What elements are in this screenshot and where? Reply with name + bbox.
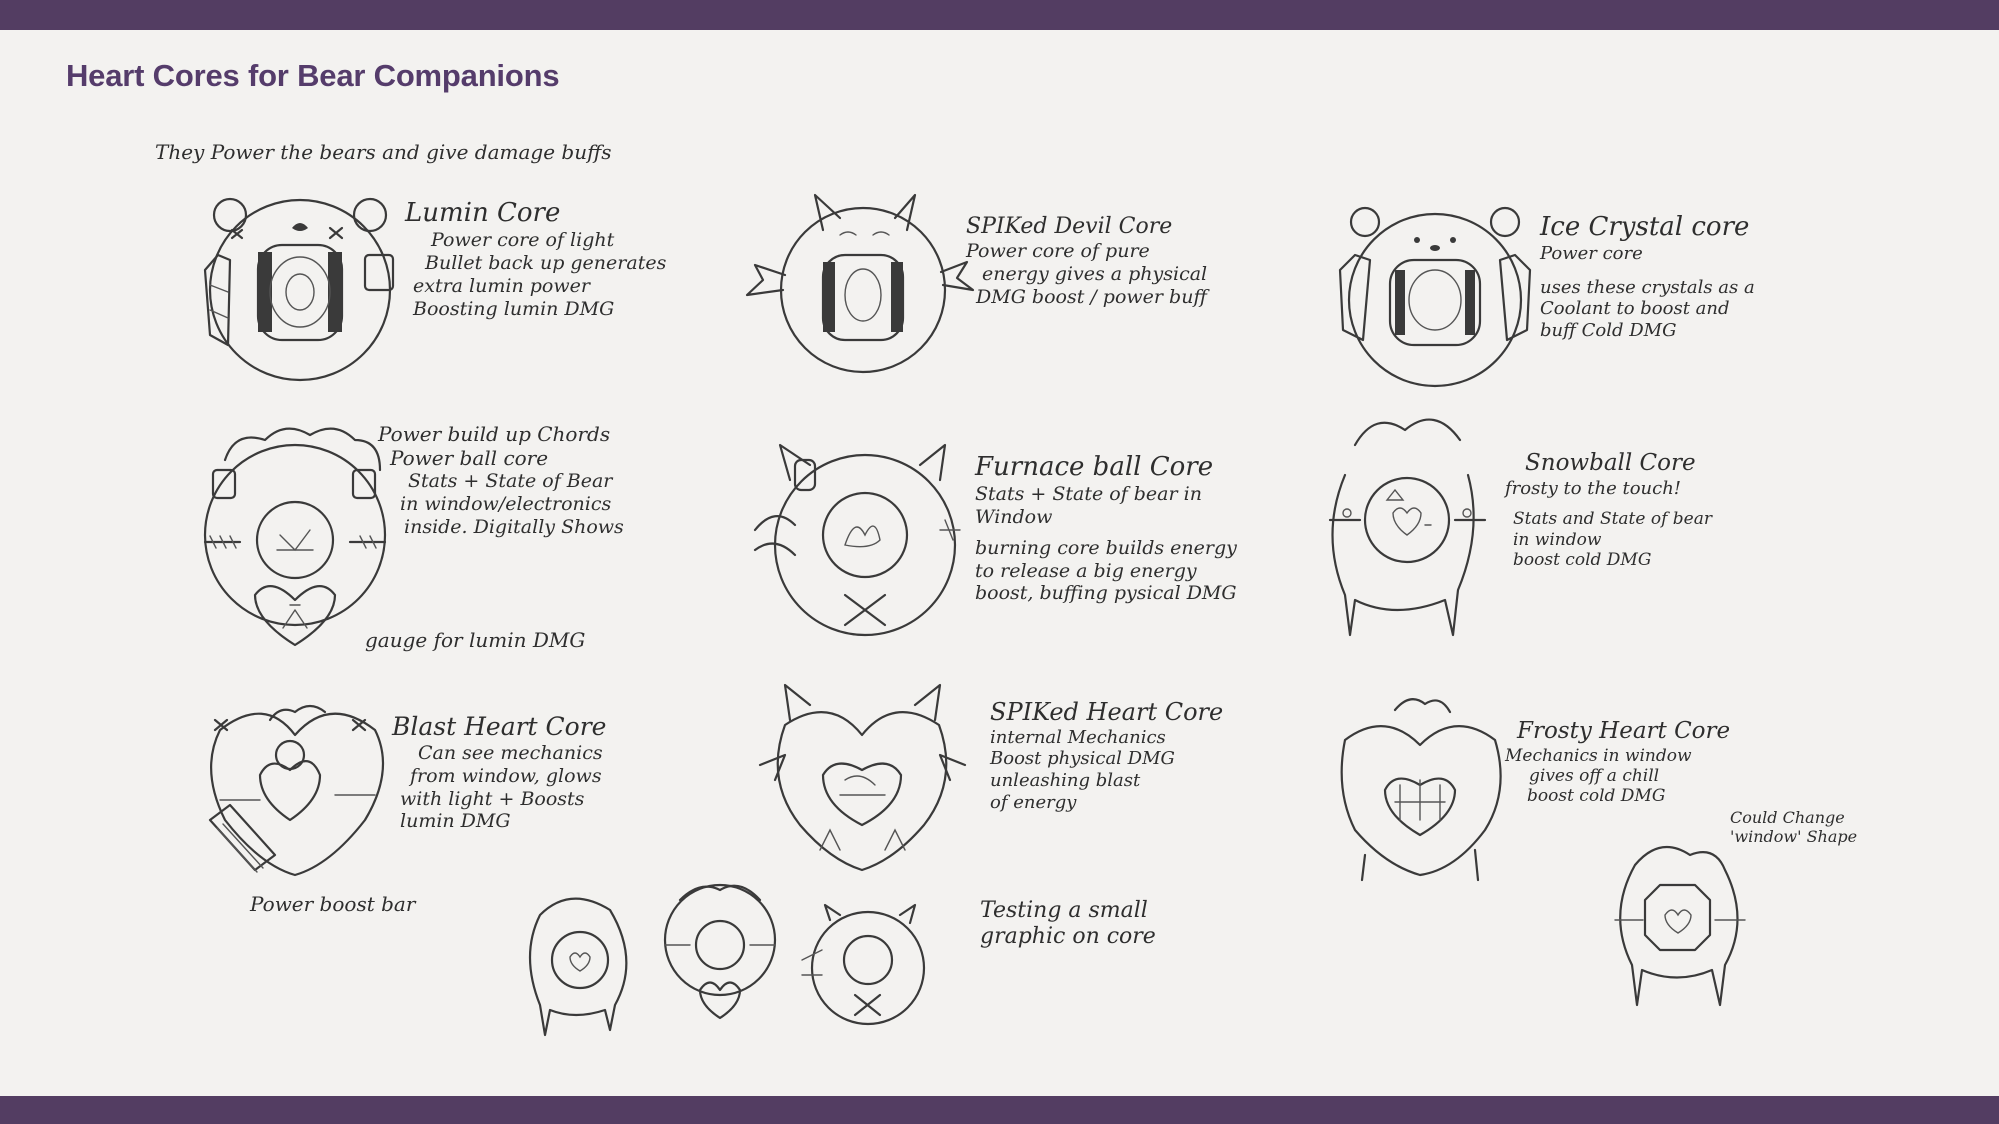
frosty-heart-core-note: Frosty Heart Core Mechanics in window gives off a chill boost cold DMG [1505,718,1731,807]
frosty-heart-core-sketch [1335,690,1505,890]
testing-note: Testing a small graphic on core [980,898,1156,950]
small-test-sketch-snow [520,885,640,1035]
spiked-heart-core-sketch [755,680,970,870]
octagon-window-sketch [1610,835,1750,1015]
window-shape-note: Could Change 'window' Shape [1730,808,1858,847]
spiked-devil-core-note: SPIKed Devil Core Power core of pure energy gives a physical DMG boost / power buff [966,214,1208,308]
power-ball-core-sketch [195,420,395,660]
gauge-note: gauge for lumin DMG [365,628,586,652]
lumin-core-note: Lumin Core Power core of light Bullet back up generates extra lumin power Boosting lumin DMG [405,198,667,320]
ice-crystal-core-note: Ice Crystal core Power core uses these crystals as a Coolant to boost and buff Cold DMG [1540,212,1755,341]
snowball-core-sketch [1325,415,1490,645]
page-title: Heart Cores for Bear Companions [66,58,560,93]
blast-heart-core-sketch [205,700,390,880]
furnace-ball-core-sketch [750,440,970,640]
subtitle-note: They Power the bears and give damage buffs [155,140,612,164]
ice-crystal-core-sketch [1335,200,1535,390]
blast-heart-core-note: Blast Heart Core Can see mechanics from window, glows with light + Boosts lumin DMG [392,712,607,833]
lumin-core-sketch [200,190,400,390]
small-test-sketch-furnace [800,900,930,1030]
top-band [0,0,1999,30]
power-ball-core-note: Power build up Chords Power ball core Stats + State of Bear in window/electronics inside. Digitally Shows [378,422,624,538]
bottom-band [0,1096,1999,1124]
spiked-devil-core-sketch [745,190,975,380]
spiked-heart-core-note: SPIKed Heart Core internal Mechanics Boost physical DMG unleashing blast of energy [990,698,1224,813]
snowball-core-note: Snowball Core frosty to the touch! Stats and State of bear in window boost cold DMG [1505,450,1712,570]
furnace-ball-core-note: Furnace ball Core Stats + State of bear in Window burning core builds energy to release a big energy boost, buffing pysical DMG [975,452,1237,605]
small-test-sketch-power [660,875,780,1025]
power-boost-bar-note: Power boost bar [250,892,416,916]
